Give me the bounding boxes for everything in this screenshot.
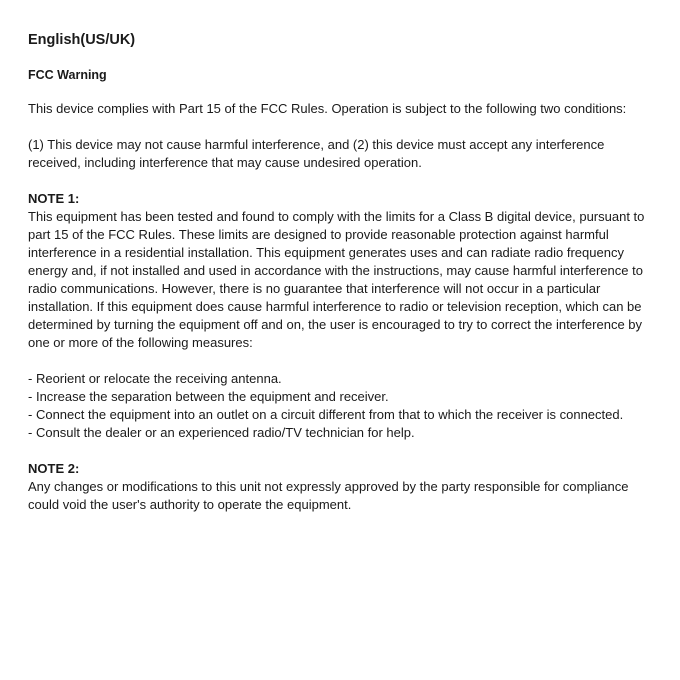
list-item: - Reorient or relocate the receiving antenna.	[28, 370, 656, 388]
note-1-section	[28, 190, 656, 442]
note-2-body: Any changes or modifications to this unit not expressly approved by the party responsible for compliance could void the user's authority to operate the equipment.	[28, 479, 629, 512]
language-heading: English(US/UK)	[28, 32, 136, 48]
note-2-title: NOTE 2:	[28, 461, 80, 476]
fcc-warning-heading: FCC Warning	[28, 68, 107, 82]
list-item: - Consult the dealer or an experienced radio/TV technician for help.	[28, 424, 656, 442]
fcc-document	[28, 30, 656, 532]
intro-paragraph: This device complies with Part 15 of the FCC Rules. Operation is subject to the following two conditions:	[28, 101, 627, 116]
list-item: - Increase the separation between the equipment and receiver.	[28, 388, 656, 406]
note-2-section	[28, 460, 656, 514]
measures-list	[28, 370, 656, 442]
note-1-body: This equipment has been tested and found to comply with the limits for a Class B digital device, pursuant to part 15 of the FCC Rules. These limits are designed to provide reasonable protection against harmful interference in a residential installation. This equipment generates uses and can radiate radio frequency energy and, if not installed and used in accordance with the instructions, may cause harmful interference to radio communications. However, there is no guarantee that interference will not occur in a particular installation. If this equipment does cause harmful interference to radio or television reception, which can be determined by turning the equipment off and on, the user is encouraged to try to correct the interference by one or more of the following measures:	[28, 209, 645, 350]
list-item: - Connect the equipment into an outlet on a circuit different from that to which the receiver is connected.	[28, 406, 656, 424]
note-1-title: NOTE 1:	[28, 191, 80, 206]
conditions-paragraph: (1) This device may not cause harmful interference, and (2) this device must accept any interference received, including interference that may cause undesired operation.	[28, 137, 605, 170]
